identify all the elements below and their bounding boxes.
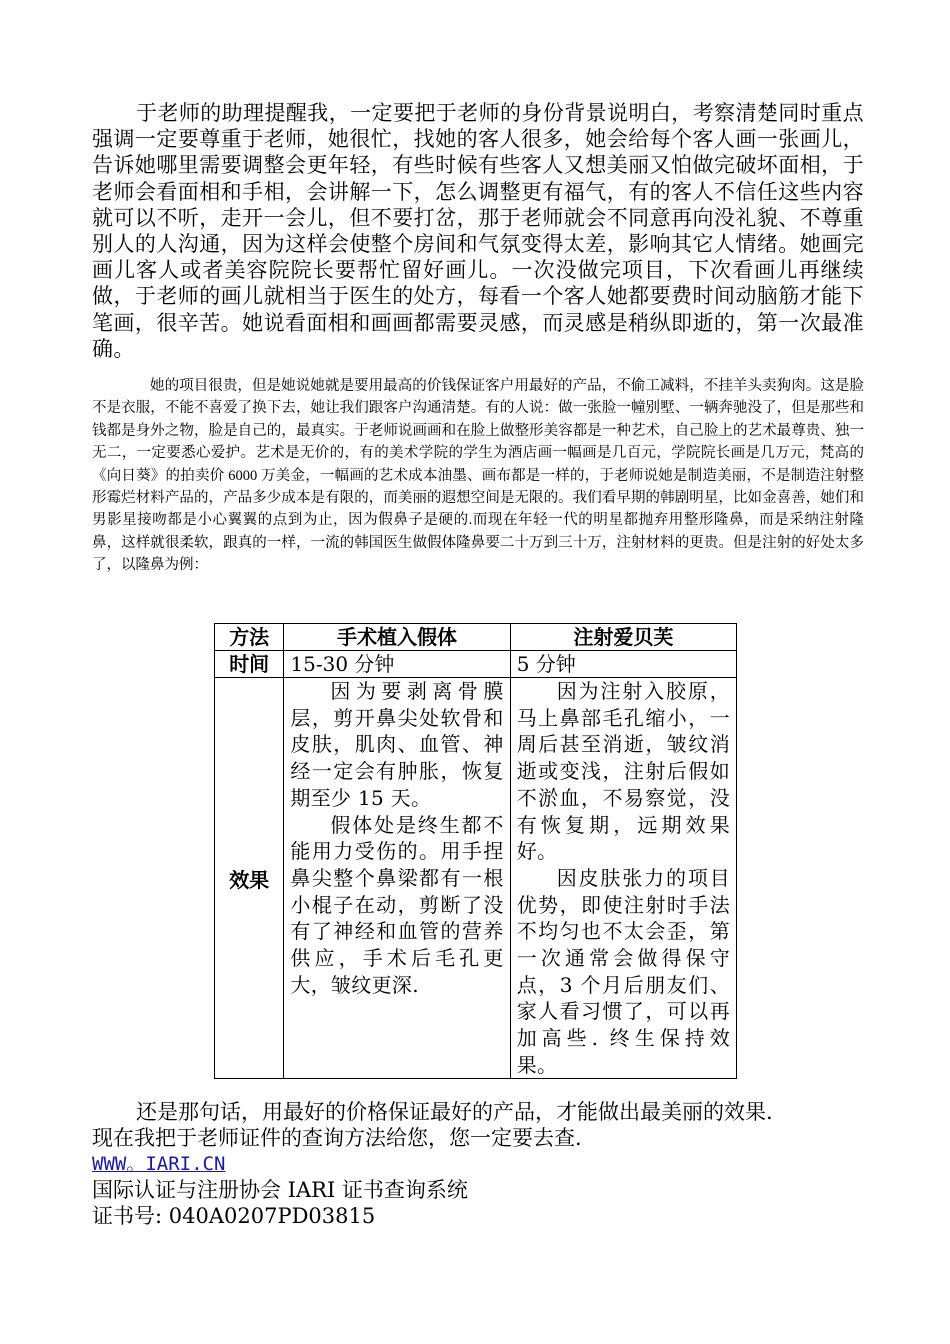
effect-injection-p1: 因为注射入胶原，马上鼻部毛孔缩小，一周后甚至消逝，皱纹消逝或变浅，注射后假如不淤血，不易察觉，没有恢复期，远期效果好。 <box>516 679 730 864</box>
time-injection: 5 分钟 <box>510 651 736 678</box>
header-injection: 注射爱贝芙 <box>510 624 736 651</box>
table-row-effect <box>215 678 737 1079</box>
effect-injection-cell <box>510 678 736 1079</box>
time-surgery: 15-30 分钟 <box>284 651 510 678</box>
header-method: 方法 <box>215 624 284 651</box>
row-label-time: 时间 <box>215 651 284 678</box>
table-header-row <box>215 624 737 651</box>
row-label-effect: 效果 <box>215 678 284 1079</box>
paragraph-project-price: 她的项目很贵，但是她说她就是要用最高的价钱保证客户用最好的产品，不偷工减料，不挂羊头卖狗肉。这是脸不是衣服，不能不喜爱了换下去，她让我们跟客户沟通清楚。有的人说：做一张脸一幢别墅、一辆奔驰没了，但是那些和钱都是身外之物，脸是自己的，最真实。于老师说画画和在脸上做整形美容都是一种艺术，自己脸上的艺术最尊贵、独一无二，一定要悉心爱护。艺术是无价的，有的美术学院的学生为酒店画一幅画是几百元，学院院长画是几万元，梵高的《向日葵》的拍卖价 6000 万美金，一幅画的艺术成本油墨、画布都是一样的，于老师说她是制造美丽，不是制造注射整形霉烂材料产品的，产品多少成本是有限的，而美丽的遐想空间是无限的。我们看早期的韩剧明星，比如金喜善，她们和男影星接吻都是小心翼翼的点到为止，因为假鼻子是硬的.而现在年轻一代的明星都抛弃用整形隆鼻，而是采纳注射隆鼻，这样就很柔软，跟真的一样，一流的韩国医生做假体隆鼻要二十万到三十万，注射材料的更贵。但是注射的好处太多了，以隆鼻为例： <box>92 378 864 574</box>
closing-line-1: 还是那句话，用最好的价格保证最好的产品，才能做出最美丽的效果. <box>136 1100 773 1124</box>
effect-surgery-p1: 因为要剥离骨膜层，剪开鼻尖处软骨和皮肤，肌肉、血管、神经一定会有肿胀，恢复期至少 15 天。 <box>290 679 504 810</box>
table-row-time <box>215 651 737 678</box>
effect-injection-p2: 因皮肤张力的项目优势，即使注射时手法不均匀也不太会歪，第一次通常会做得保守点，3 个月后朋友们、家人看习惯了，可以再加高些. 终生保持效果。 <box>516 865 730 1077</box>
website-link[interactable]: WWW。IARI.CN <box>92 1153 226 1175</box>
effect-surgery-cell <box>284 678 510 1079</box>
effect-surgery-p2: 假体处是终生都不能用力受伤的。用手捏鼻尖整个鼻梁都有一根小棍子在动，剪断了没有了神经和血管的营养供应，手术后毛孔更大，皱纹更深. <box>290 812 504 997</box>
closing-line-2: 现在我把于老师证件的查询方法给您，您一定要去查. <box>92 1126 582 1150</box>
comparison-table <box>214 623 737 1079</box>
certificate-number: 证书号: 040A0207PD03815 <box>92 1204 376 1228</box>
certification-system-name: 国际认证与注册协会 IARI 证书查询系统 <box>92 1178 468 1202</box>
paragraph-assistant-note: 于老师的助理提醒我，一定要把于老师的身份背景说明白，考察清楚同时重点强调一定要尊重于老师，她很忙，找她的客人很多，她会给每个客人画一张画儿，告诉她哪里需要调整会更年轻，有些时候有些客人又想美丽又怕做完破坏面相，于老师会看面相和手相，会讲解一下，怎么调整更有福气，有的客人不信任这些内容就可以不听，走开一会儿，但不要打岔，那于老师就会不同意再向没礼貌、不尊重别人的人沟通，因为这样会使整个房间和气氛变得太差，影响其它人情绪。她画完画儿客人或者美容院院长要帮忙留好画儿。一次没做完项目，下次看画儿再继续做，于老师的画儿就相当于医生的处方，每看一个客人她都要费时间动脑筋才能下笔画，很辛苦。她说看面相和画画都需要灵感，而灵感是稍纵即逝的，第一次最准确。 <box>92 101 864 361</box>
header-surgery: 手术植入假体 <box>284 624 510 651</box>
